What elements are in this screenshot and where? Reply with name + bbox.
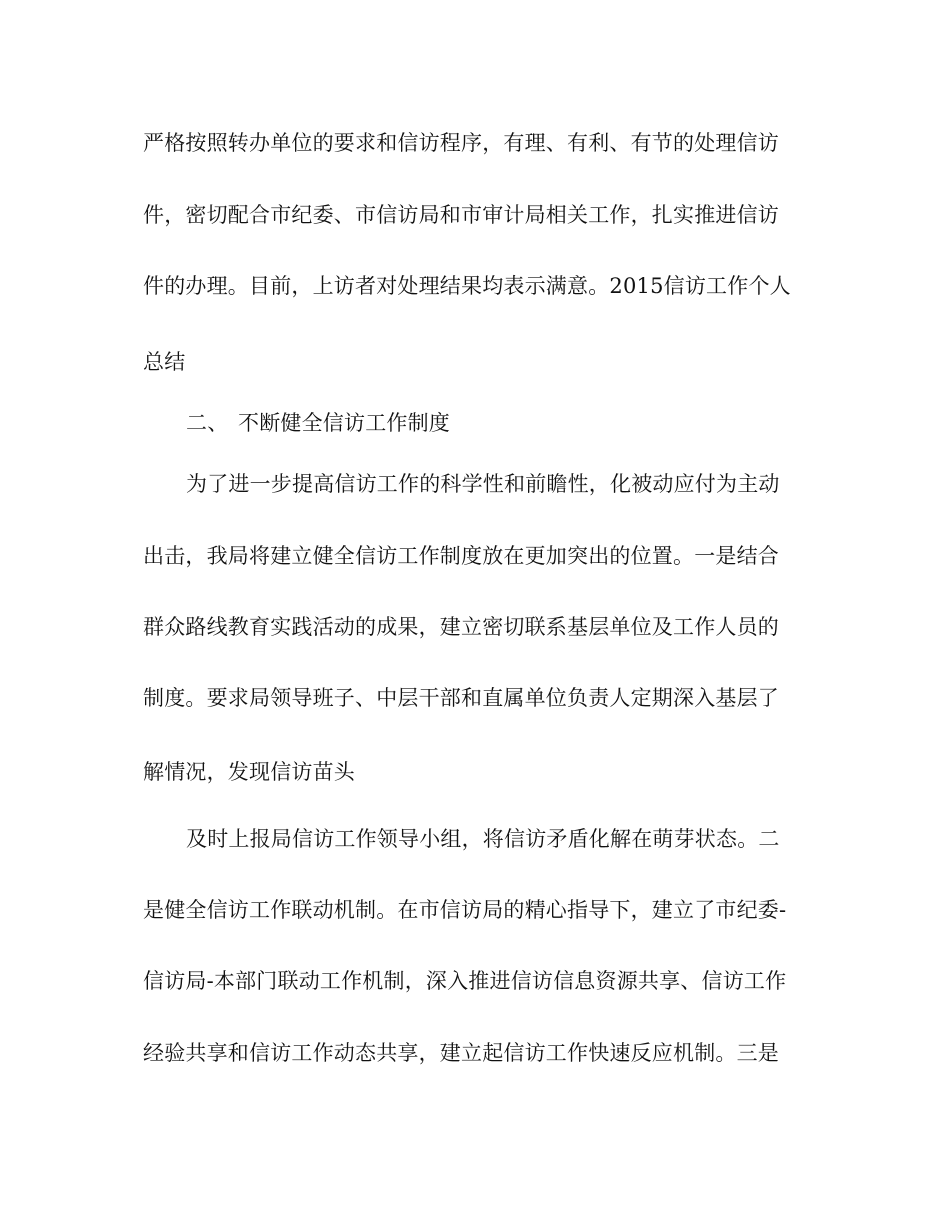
section-number: 二、 <box>186 411 229 435</box>
paragraph-line: 信访局-本部门联动工作机制，深入推进信访信息资源共享、信访工作 <box>143 969 787 993</box>
body-text-line: 件的办理。目前，上访者对处理结果均表示满意。2015信访工作个人 <box>143 274 791 298</box>
paragraph-line: 为了进一步提高信访工作的科学性和前瞻性，化被动应付为主动 <box>186 472 780 496</box>
paragraph-line: 出击，我局将建立健全信访工作制度放在更加突出的位置。一是结合 <box>143 544 779 568</box>
paragraph-line: 是健全信访工作联动机制。在市信访局的精心指导下，建立了市纪委- <box>143 898 787 922</box>
body-text-line: 总结 <box>143 350 186 374</box>
body-text-line: 件，密切配合市纪委、市信访局和市审计局相关工作，扎实推进信访 <box>143 203 779 227</box>
paragraph-line: 经验共享和信访工作动态共享，建立起信访工作快速反应机制。三是 <box>143 1041 779 1065</box>
paragraph-line: 制度。要求局领导班子、中层干部和直属单位负责人定期深入基层了 <box>143 686 779 710</box>
body-text-line: 严格按照转办单位的要求和信访程序，有理、有利、有节的处理信访 <box>143 131 779 155</box>
section-title: 不断健全信访工作制度 <box>238 411 450 435</box>
paragraph-line: 群众路线教育实践活动的成果，建立密切联系基层单位及工作人员的 <box>143 615 779 639</box>
paragraph-line: 及时上报局信访工作领导小组，将信访矛盾化解在萌芽状态。二 <box>186 827 780 851</box>
paragraph-line: 解情况，发现信访苗头 <box>143 760 355 784</box>
section-heading <box>186 409 450 437</box>
